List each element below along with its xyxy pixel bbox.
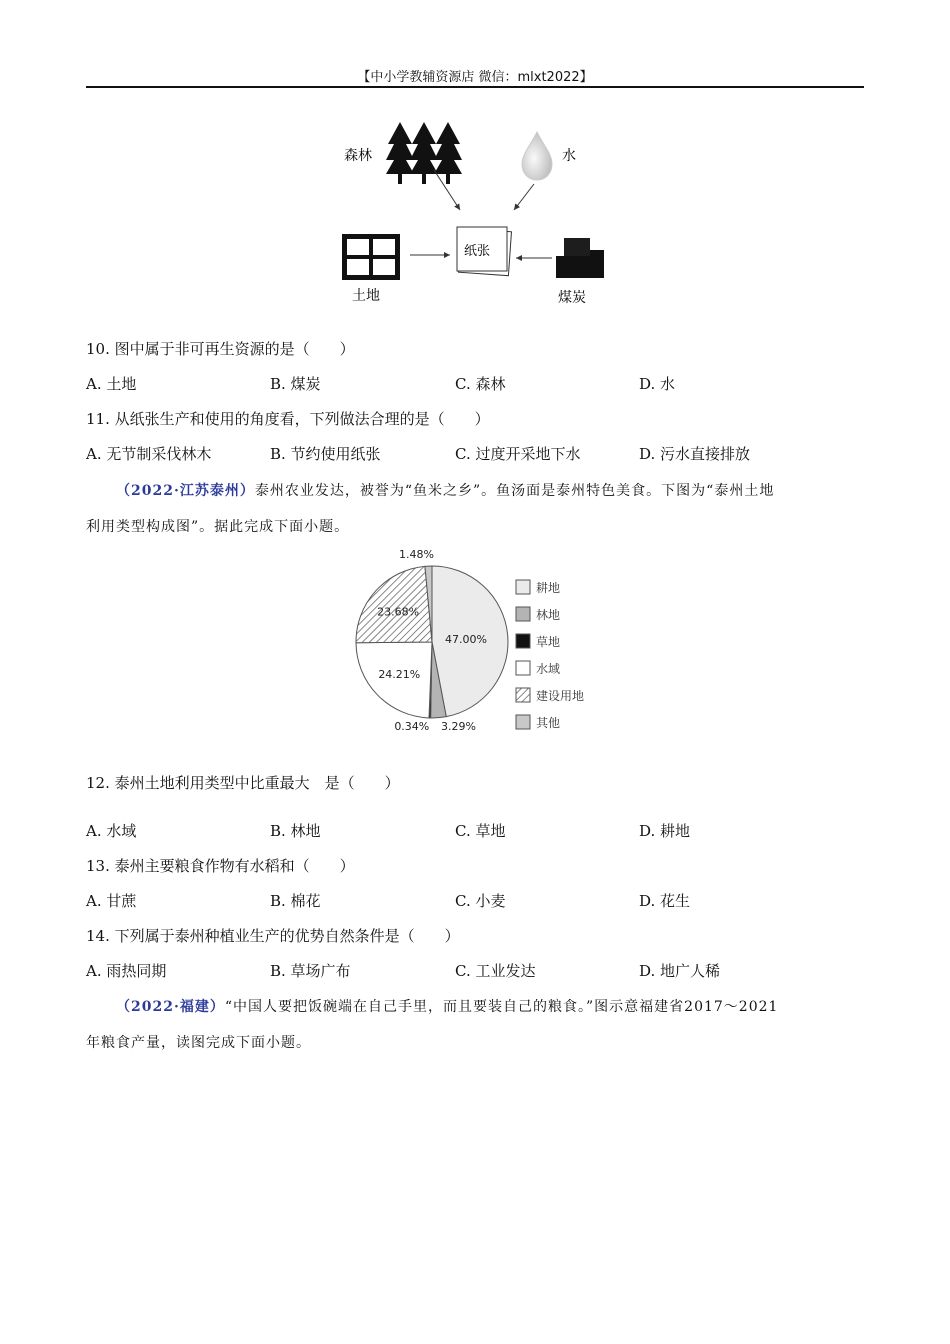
pie-label-0: 47.00%: [445, 632, 487, 646]
question-14: 14. 下列属于泰州种植业生产的优势自然条件是（ ）: [86, 927, 460, 945]
intro-taizhou-text: 泰州农业发达，被誉为“鱼米之乡”。鱼汤面是泰州特色美食。下图为“泰州土地: [254, 483, 775, 499]
q10-option-c: C. 森林: [455, 375, 506, 393]
question-12: 12. 泰州土地利用类型中比重最大 是（ ）: [86, 774, 400, 792]
q11-option-a: A. 无节制采伐林木: [86, 445, 212, 463]
q13-option-a: A. 甘蔗: [86, 892, 137, 910]
q13-option-b: B. 棉花: [270, 892, 321, 910]
q12-option-c: C. 草地: [455, 822, 506, 840]
page-header: 【中小学教辅资源店 微信：mlxt2022】: [357, 70, 593, 85]
q13-option-d: D. 花生: [639, 892, 691, 910]
q14-option-a: A. 雨热同期: [86, 962, 167, 980]
legend-swatch-4: [516, 688, 530, 702]
legend-label-3: 水域: [536, 662, 561, 676]
coal-label: 煤炭: [558, 290, 586, 306]
pie-label-1: 3.29%: [440, 720, 476, 733]
question-13: 13. 泰州主要粮食作物有水稻和（ ）: [86, 857, 355, 875]
q12-option-d: D. 耕地: [639, 822, 691, 840]
intro-fujian-line1: [86, 996, 864, 1016]
q12-option-a: A. 水域: [86, 822, 137, 840]
land-grid-icon: [342, 234, 400, 280]
intro-taizhou-line1: [86, 480, 864, 500]
resource-diagram: [330, 112, 620, 312]
forest-label: 森林: [344, 148, 372, 164]
legend-label-1: 林地: [536, 608, 561, 622]
q10-option-d: D. 水: [639, 375, 676, 393]
pie-label-4: 23.68%: [377, 605, 420, 619]
question-11: 11. 从纸张生产和使用的角度看，下列做法合理的是（ ）: [86, 410, 490, 428]
pie-label-5: 1.48%: [398, 548, 434, 561]
legend-swatch-2: [516, 634, 530, 648]
q10-option-b: B. 煤炭: [270, 375, 321, 393]
q11-option-b: B. 节约使用纸张: [270, 445, 381, 463]
header-rule: [86, 86, 864, 88]
q12-option-b: B. 林地: [270, 822, 321, 840]
intro-fujian-line2: 年粮食产量，读图完成下面小题。: [86, 1035, 311, 1051]
question-10: 10. 图中属于非可再生资源的是（ ）: [86, 340, 355, 358]
legend-swatch-0: [516, 580, 530, 594]
q10-option-a: A. 土地: [86, 375, 137, 393]
land-use-pie-chart: [352, 546, 612, 740]
pie-label-3: 24.21%: [378, 667, 421, 681]
forest-icon: [386, 122, 462, 184]
intro-taizhou-line2: 利用类型构成图”。据此完成下面小题。: [86, 519, 350, 535]
water-drop-icon: [522, 132, 552, 180]
paper-label: 纸张: [464, 244, 491, 259]
coal-icon: [556, 238, 604, 278]
q13-option-c: C. 小麦: [455, 892, 506, 910]
intro-fujian-source: （2022·福建）: [116, 999, 225, 1015]
q11-option-d: D. 污水直接排放: [639, 445, 751, 463]
q14-option-c: C. 工业发达: [455, 962, 536, 980]
water-label: 水: [562, 148, 576, 164]
legend-label-4: 建设用地: [536, 689, 585, 703]
land-label: 土地: [352, 288, 380, 304]
legend-swatch-1: [516, 607, 530, 621]
legend-label-2: 草地: [536, 635, 561, 649]
q11-option-c: C. 过度开采地下水: [455, 445, 581, 463]
legend-swatch-3: [516, 661, 530, 675]
legend-label-5: 其他: [536, 716, 561, 730]
q14-option-b: B. 草场广布: [270, 962, 351, 980]
legend-swatch-5: [516, 715, 530, 729]
q14-option-d: D. 地广人稀: [639, 962, 721, 980]
intro-taizhou-source: （2022·江苏泰州）: [116, 483, 255, 499]
intro-fujian-text: “中国人要把饭碗端在自己手里，而且要装自己的粮食。”图示意福建省2017～2021: [224, 999, 779, 1015]
legend-label-0: 耕地: [536, 581, 561, 595]
pie-label-2: 0.34%: [394, 720, 430, 733]
